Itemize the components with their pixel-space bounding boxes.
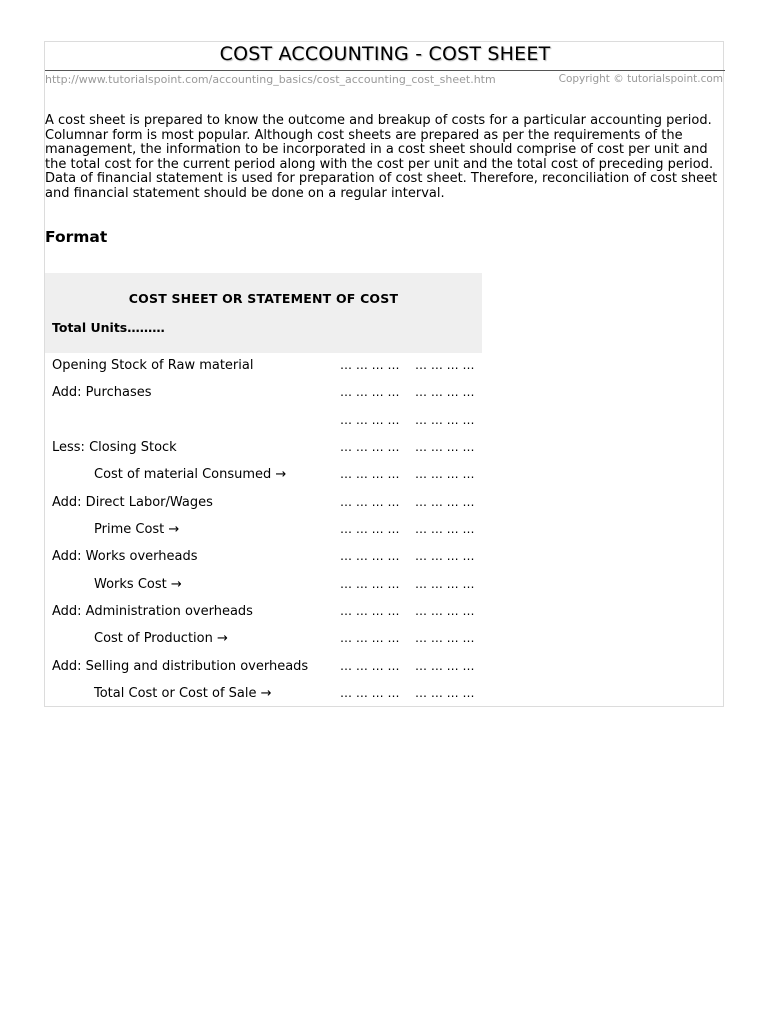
row-amount-1: … … … … [340, 659, 400, 673]
row-amount-2: … … … … [415, 413, 475, 427]
row-label: Cost of material Consumed → [94, 467, 287, 482]
format-heading: Format [45, 228, 108, 246]
cost-sheet-header [45, 273, 482, 353]
row-amount-1: … … … … [340, 440, 400, 454]
row-amount-2: … … … … [415, 686, 475, 700]
row-label: Prime Cost → [94, 522, 180, 537]
row-amount-2: … … … … [415, 549, 475, 563]
row-label: Add: Works overheads [52, 549, 198, 564]
row-amount-1: … … … … [340, 495, 400, 509]
row-amount-1: … … … … [340, 467, 400, 481]
row-amount-2: … … … … [415, 659, 475, 673]
row-amount-2: … … … … [415, 604, 475, 618]
source-url: http://www.tutorialspoint.com/accounting_basics/cost_accounting_cost_sheet.htm [45, 73, 496, 86]
row-amount-2: … … … … [415, 385, 475, 399]
row-amount-1: … … … … [340, 522, 400, 536]
row-amount-1: … … … … [340, 604, 400, 618]
row-amount-1: … … … … [340, 413, 400, 427]
total-units-label: Total Units……… [52, 320, 165, 335]
row-amount-1: … … … … [340, 549, 400, 563]
row-amount-2: … … … … [415, 631, 475, 645]
row-amount-1: … … … … [340, 631, 400, 645]
row-amount-2: … … … … [415, 467, 475, 481]
row-amount-1: … … … … [340, 577, 400, 591]
intro-paragraph: A cost sheet is prepared to know the outcome and breakup of costs for a particular accounting period. Columnar form is most popular. Although cost sheets are prepared as per the requirements of the management, the information to be incorporated in a cost sheet should comprise of cost per unit and the total cost for the current period along with the cost per unit and the total cost of preceding period. Data of financial statement is used for preparation of cost sheet. Therefore, reconciliation of cost sheet and financial statement should be done on a regular interval. [45, 113, 718, 201]
row-amount-1: … … … … [340, 385, 400, 399]
row-label: Add: Selling and distribution overheads [52, 659, 309, 674]
row-label: Less: Closing Stock [52, 440, 177, 455]
page-title: COST ACCOUNTING - COST SHEET [219, 43, 551, 65]
row-amount-1: … … … … [340, 358, 400, 372]
row-label: Add: Administration overheads [52, 604, 253, 619]
row-label: Add: Purchases [52, 385, 152, 400]
row-amount-2: … … … … [415, 495, 475, 509]
row-label: Opening Stock of Raw material [52, 358, 254, 373]
copyright-notice: Copyright © tutorialspoint.com [558, 73, 723, 85]
row-label: Add: Direct Labor/Wages [52, 495, 213, 510]
row-label: Total Cost or Cost of Sale → [94, 686, 272, 701]
row-amount-2: … … … … [415, 440, 475, 454]
row-amount-2: … … … … [415, 577, 475, 591]
row-amount-2: … … … … [415, 358, 475, 372]
row-label: Cost of Production → [94, 631, 228, 646]
row-label: Works Cost → [94, 577, 182, 592]
row-amount-1: … … … … [340, 686, 400, 700]
title-divider [45, 70, 725, 71]
page-frame [44, 41, 724, 707]
row-amount-2: … … … … [415, 522, 475, 536]
cost-sheet-title: COST SHEET OR STATEMENT OF COST [128, 291, 399, 306]
